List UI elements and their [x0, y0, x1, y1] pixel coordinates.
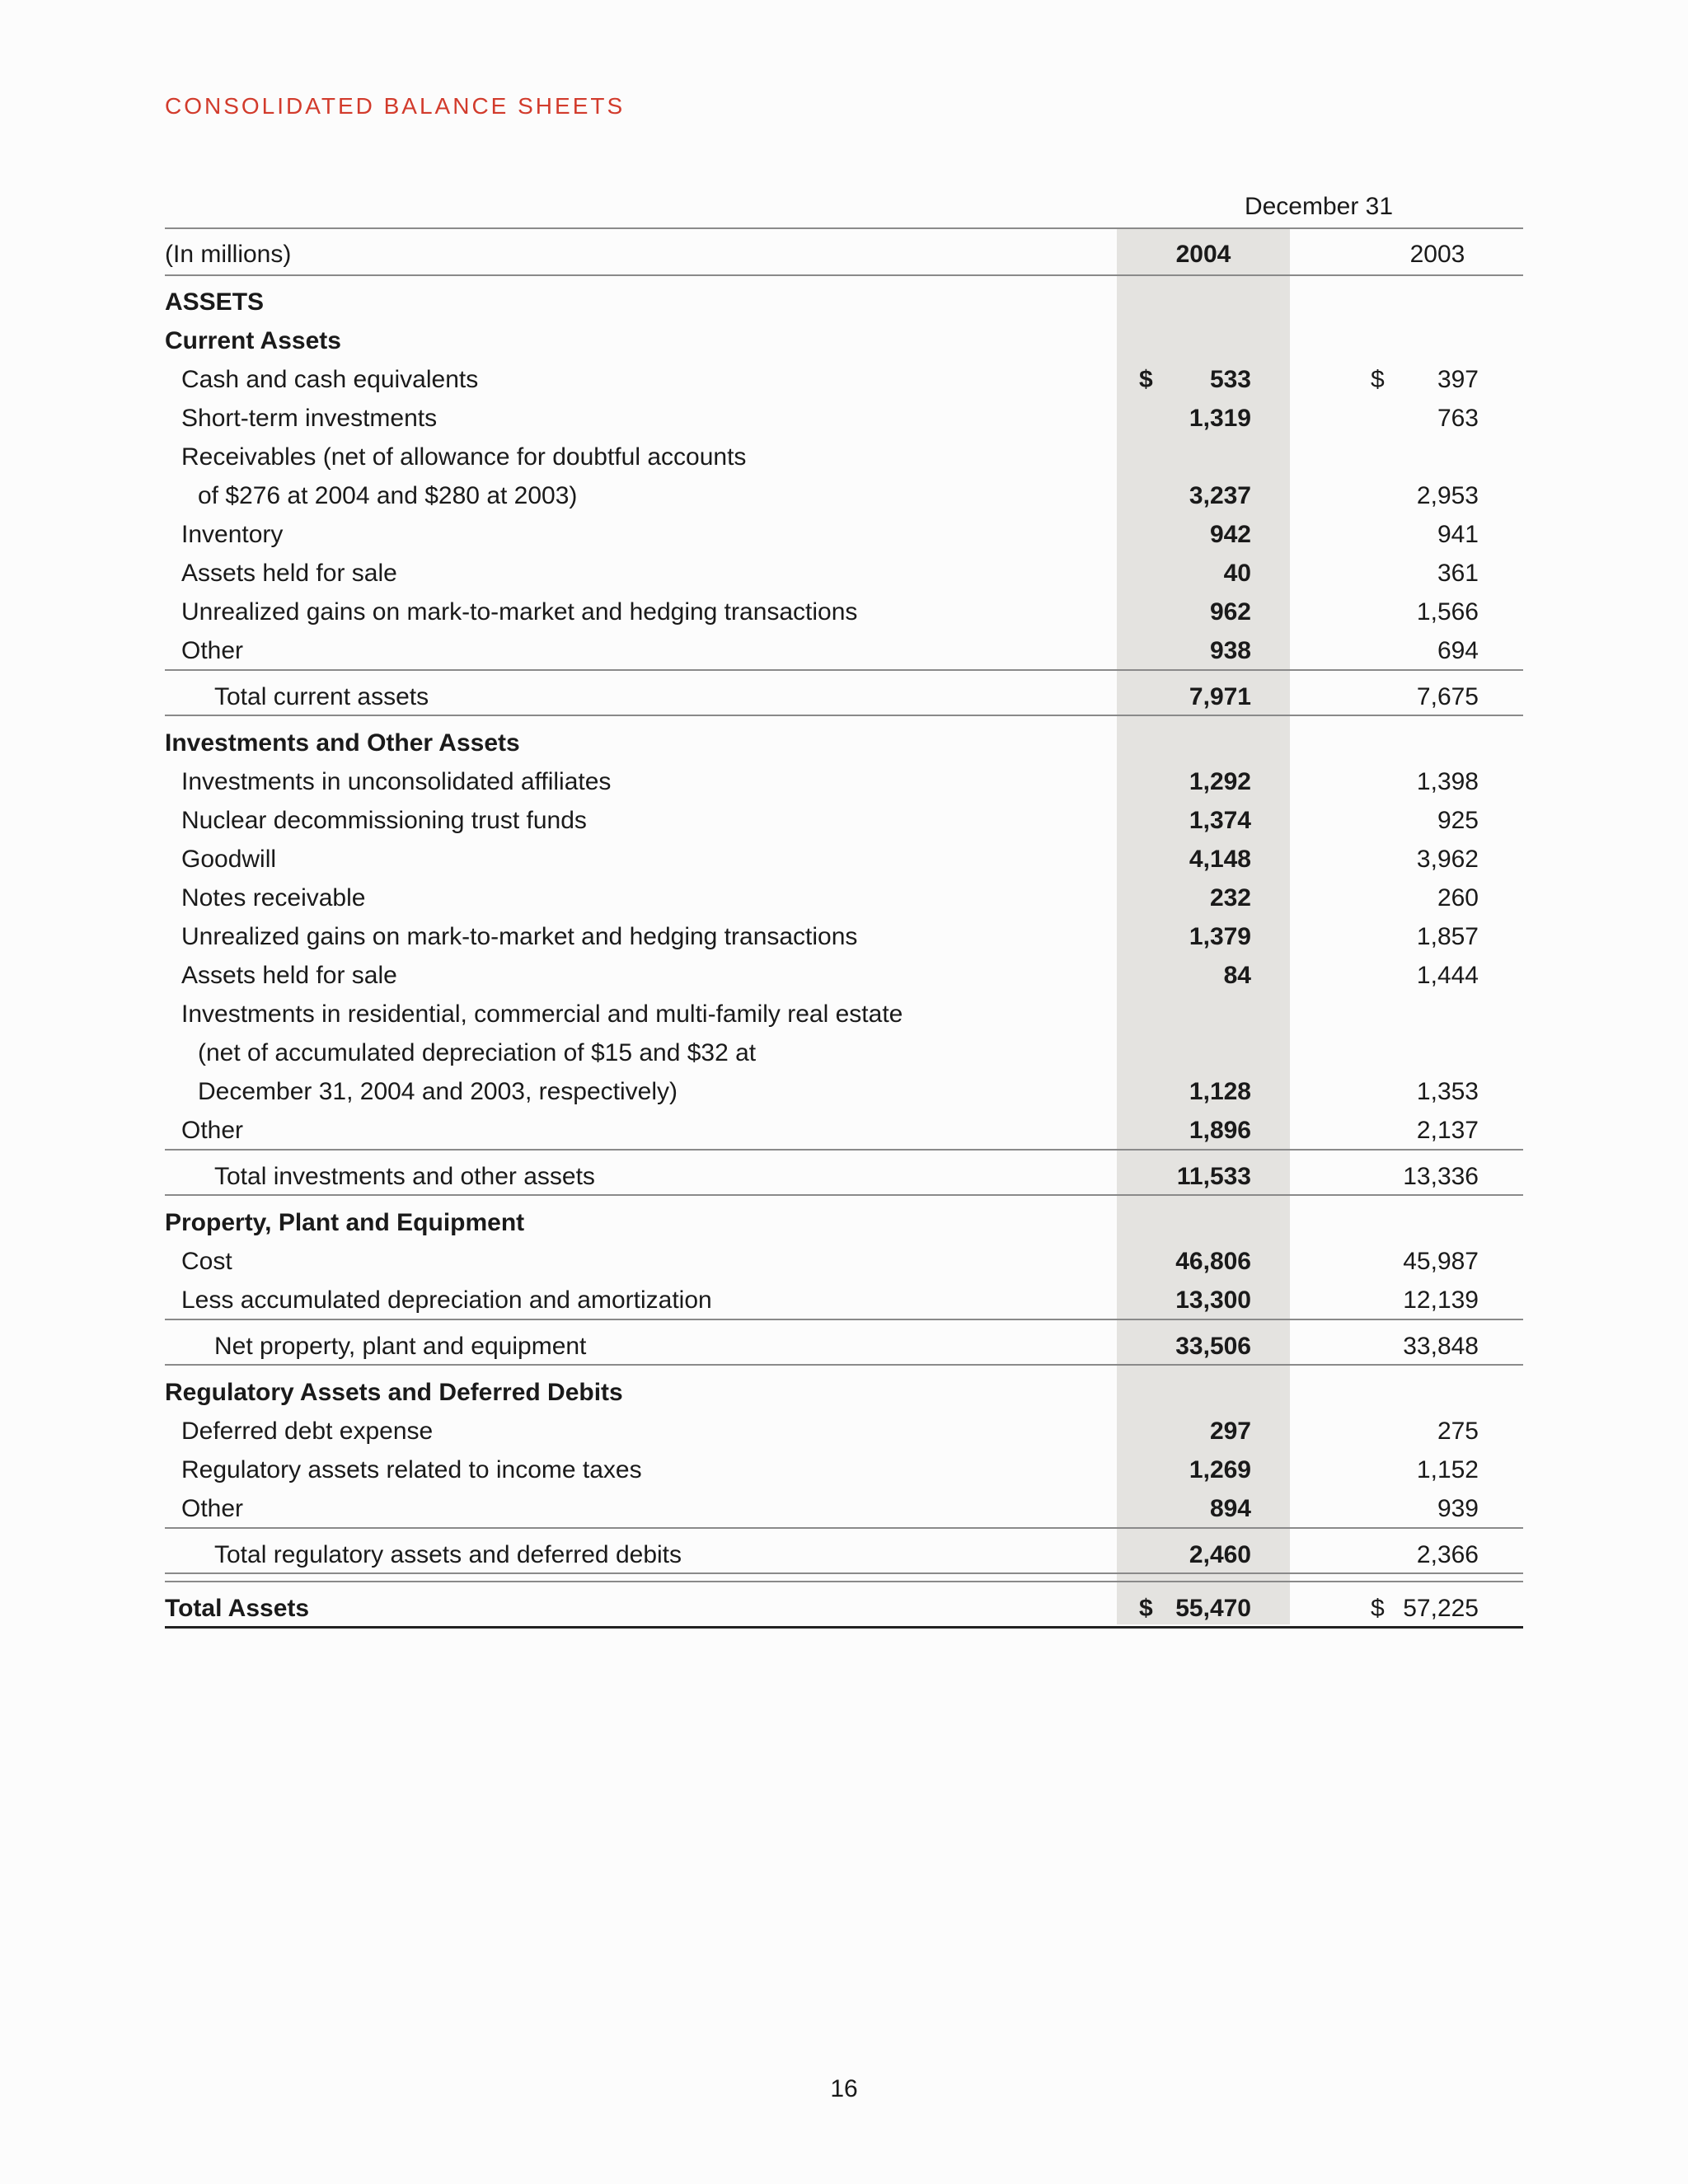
row-label: Other	[181, 1117, 244, 1144]
value-2004: 1,379	[1189, 923, 1251, 950]
value-2003: 939	[1437, 1495, 1479, 1522]
table-row	[165, 1242, 1523, 1281]
value-2003: 260	[1437, 884, 1479, 912]
value-2003: 1,152	[1416, 1456, 1479, 1483]
row-label: Total Assets	[165, 1595, 310, 1622]
table-row	[165, 917, 1523, 956]
value-2003: 2,953	[1416, 482, 1479, 509]
value-2004: 84	[1223, 962, 1251, 989]
currency-symbol-2004: $	[1139, 1595, 1153, 1622]
table-row	[165, 840, 1523, 879]
value-2004: 55,470	[1175, 1595, 1251, 1622]
value-2003: 7,675	[1416, 683, 1479, 710]
value-2004: 1,896	[1189, 1117, 1251, 1144]
subtotal-rule	[165, 1364, 1523, 1366]
table-row	[165, 1111, 1523, 1150]
row-label: Total current assets	[214, 683, 429, 710]
value-2004: 1,269	[1189, 1456, 1251, 1483]
table-row	[165, 762, 1523, 801]
subtotal-rule	[165, 715, 1523, 716]
row-label: Property, Plant and Equipment	[165, 1209, 525, 1236]
table-row	[165, 360, 1523, 399]
value-2004: 894	[1209, 1495, 1251, 1522]
row-label: Less accumulated depreciation and amortization	[181, 1286, 712, 1314]
row-label: Nuclear decommissioning trust funds	[181, 807, 587, 834]
subtotal-rule	[165, 1581, 1523, 1582]
value-2004: 33,506	[1175, 1333, 1251, 1360]
subtotal-rule	[165, 1319, 1523, 1320]
row-label: Inventory	[181, 521, 284, 548]
value-2004: 46,806	[1175, 1248, 1251, 1275]
value-2003: 925	[1437, 807, 1479, 834]
table-row	[165, 554, 1523, 593]
row-label: Total regulatory assets and deferred debits	[214, 1541, 682, 1568]
row-label: Unrealized gains on mark-to-market and hedging transactions	[181, 598, 858, 626]
row-label: Assets held for sale	[181, 560, 397, 587]
table-row	[165, 283, 1523, 321]
value-2004: 1,292	[1189, 768, 1251, 795]
currency-symbol-2004: $	[1139, 366, 1153, 393]
value-2003: 33,848	[1403, 1333, 1479, 1360]
value-2003: 361	[1437, 560, 1479, 587]
value-2003: 1,353	[1416, 1078, 1479, 1105]
table-row	[165, 1373, 1523, 1412]
value-2003: 694	[1437, 637, 1479, 664]
row-label: Short-term investments	[181, 405, 438, 432]
subtotal-rule	[165, 1572, 1523, 1574]
value-2003: 1,398	[1416, 768, 1479, 795]
row-label: Investments in unconsolidated affiliates	[181, 768, 612, 795]
row-label: Receivables (net of allowance for doubtful accounts	[181, 443, 747, 471]
value-2004: 7,971	[1189, 683, 1251, 710]
table-row	[165, 1033, 1523, 1072]
row-label: Other	[181, 637, 244, 664]
table-row	[165, 1535, 1523, 1574]
period-header: December 31	[1244, 193, 1394, 220]
page-title: CONSOLIDATED BALANCE SHEETS	[165, 93, 626, 119]
value-2004: 2,460	[1189, 1541, 1251, 1568]
table-row	[165, 1327, 1523, 1366]
value-2003: 941	[1437, 521, 1479, 548]
value-2003: 13,336	[1403, 1163, 1479, 1190]
table-row	[165, 801, 1523, 840]
row-label: Cost	[181, 1248, 232, 1275]
value-2004: 3,237	[1189, 482, 1251, 509]
table-row	[165, 399, 1523, 438]
value-2004: 1,319	[1189, 405, 1251, 432]
table-row	[165, 1203, 1523, 1242]
column-2003-header: 2003	[1409, 241, 1465, 268]
value-2003: 2,366	[1416, 1541, 1479, 1568]
row-label: Deferred debt expense	[181, 1418, 434, 1445]
value-2003: 57,225	[1403, 1595, 1479, 1622]
table-row	[165, 631, 1523, 670]
value-2004: 938	[1209, 637, 1251, 664]
table-row	[165, 593, 1523, 631]
table-row	[165, 724, 1523, 762]
value-2004: 1,374	[1189, 807, 1251, 834]
value-2003: 3,962	[1416, 846, 1479, 873]
row-label: Regulatory Assets and Deferred Debits	[165, 1379, 623, 1406]
currency-symbol-2003: $	[1371, 366, 1385, 393]
table-row	[165, 1072, 1523, 1111]
row-label: Net property, plant and equipment	[214, 1333, 587, 1360]
table-row	[165, 321, 1523, 360]
row-label: Investments and Other Assets	[165, 729, 520, 757]
subtotal-rule	[165, 1149, 1523, 1151]
row-label: (net of accumulated depreciation of $15 and $32 at	[198, 1039, 757, 1066]
table-row	[165, 515, 1523, 554]
value-2003: 45,987	[1403, 1248, 1479, 1275]
row-label: of $276 at 2004 and $280 at 2003)	[198, 482, 578, 509]
table-row	[165, 1412, 1523, 1451]
row-label: Unrealized gains on mark-to-market and hedging transactions	[181, 923, 858, 950]
table-row	[165, 1589, 1523, 1628]
table-row	[165, 1489, 1523, 1528]
table-row	[165, 438, 1523, 476]
value-2003: 1,857	[1416, 923, 1479, 950]
currency-symbol-2003: $	[1371, 1595, 1385, 1622]
row-label: Assets held for sale	[181, 962, 397, 989]
table-row	[165, 995, 1523, 1033]
value-2003: 1,566	[1416, 598, 1479, 626]
table-row	[165, 476, 1523, 515]
table-row	[165, 956, 1523, 995]
units-label: (In millions)	[165, 241, 292, 268]
table-row	[165, 1281, 1523, 1319]
subtotal-rule	[165, 1194, 1523, 1196]
value-2004: 40	[1223, 560, 1251, 587]
value-2003: 1,444	[1416, 962, 1479, 989]
row-label: Current Assets	[165, 327, 341, 354]
row-label: Goodwill	[181, 846, 277, 873]
grand-total-rule	[165, 1626, 1523, 1629]
row-label: Notes receivable	[181, 884, 366, 912]
value-2003: 2,137	[1416, 1117, 1479, 1144]
column-header-row	[165, 235, 1523, 274]
value-2004: 4,148	[1189, 846, 1251, 873]
row-label: Total investments and other assets	[214, 1163, 595, 1190]
value-2004: 11,533	[1176, 1163, 1251, 1190]
value-2003: 397	[1437, 366, 1479, 393]
table-row	[165, 879, 1523, 917]
table-row	[165, 1157, 1523, 1196]
header-rule	[165, 227, 1523, 229]
value-2004: 232	[1209, 884, 1251, 912]
value-2004: 1,128	[1189, 1078, 1251, 1105]
page-number: 16	[830, 2075, 858, 2102]
value-2004: 533	[1209, 366, 1251, 393]
value-2003: 763	[1437, 405, 1479, 432]
row-label: Other	[181, 1495, 244, 1522]
value-2004: 13,300	[1175, 1286, 1251, 1314]
value-2003: 12,139	[1403, 1286, 1479, 1314]
row-label: December 31, 2004 and 2003, respectively)	[198, 1078, 678, 1105]
row-label: Regulatory assets related to income taxes	[181, 1456, 642, 1483]
row-label: Investments in residential, commercial and multi-family real estate	[181, 1001, 903, 1028]
value-2003: 275	[1437, 1418, 1479, 1445]
column-header-rule	[165, 274, 1523, 276]
column-2004-header: 2004	[1175, 241, 1231, 268]
value-2004: 942	[1209, 521, 1251, 548]
row-label: Cash and cash equivalents	[181, 366, 479, 393]
table-row	[165, 677, 1523, 716]
value-2004: 962	[1209, 598, 1251, 626]
subtotal-rule	[165, 1527, 1523, 1529]
table-row	[165, 1451, 1523, 1489]
value-2004: 297	[1209, 1418, 1251, 1445]
row-label: ASSETS	[165, 288, 265, 316]
subtotal-rule	[165, 669, 1523, 671]
